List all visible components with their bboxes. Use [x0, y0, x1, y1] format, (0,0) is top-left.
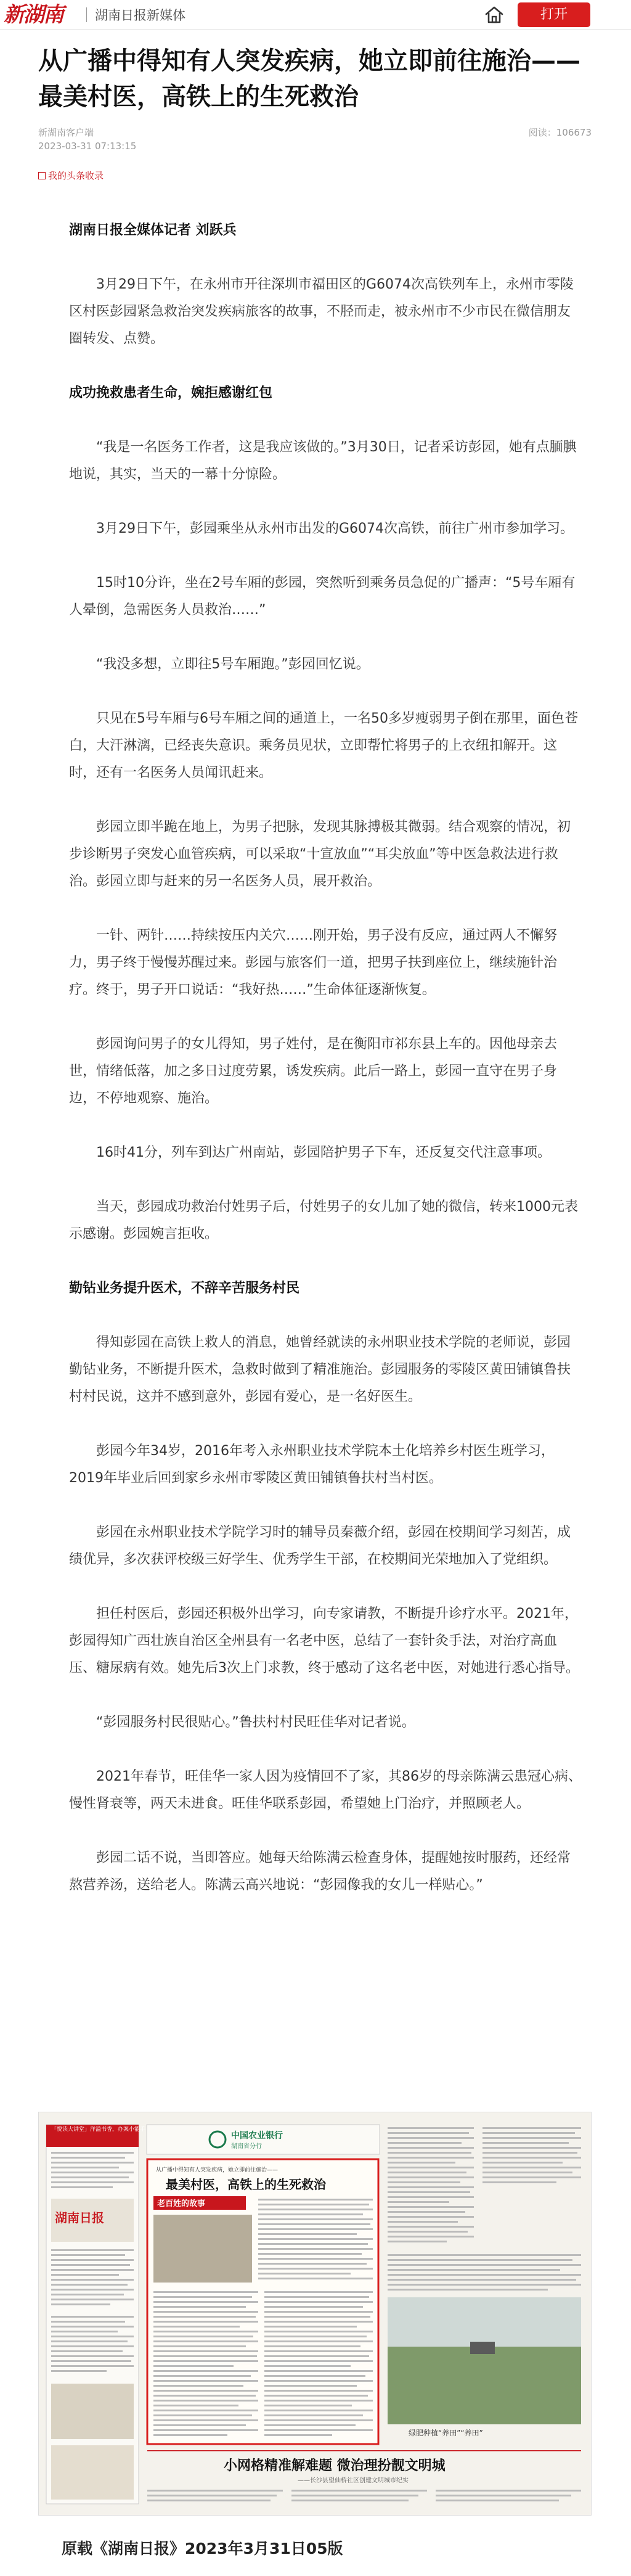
article-paragraph: “我没多想，立即往5号车厢跑。”彭园回忆说。: [96, 657, 370, 672]
read-count: 阅读：106673: [528, 127, 592, 138]
section-badge: 老百姓的故事: [157, 2199, 206, 2209]
article-paragraph: 一针、两针……持续按压内关穴……刚开始，男子没有反应，通过两人不懈努力，男子终于慢慢苏醒过来。彭园与旅客们一道，把男子扶到座位上，继续施针治疗。终于，男子开口说话：“我好热……”生命体征逐渐恢复。: [69, 928, 558, 998]
top-bar: [0, 0, 631, 30]
home-button[interactable]: [483, 4, 505, 25]
newspaper-page: [38, 2112, 592, 2516]
bank-sub: 湖南省分行: [231, 2143, 262, 2150]
newspaper-svg: [39, 2112, 592, 2516]
section-heading: 成功挽救患者生命，婉拒感谢红包: [69, 385, 273, 401]
article-paragraph: 彭园二话不说，当即答应。她每天给陈满云检查身体，提醒她按时服药，还经常熬营养汤，送给老人。陈满云高兴地说：“彭园像我的女儿一样贴心。”: [69, 1850, 571, 1893]
collect-label: 我的头条收录: [48, 170, 104, 181]
home-icon: [483, 4, 505, 25]
topbar-divider: [86, 7, 87, 22]
bottom-sub: ——长沙县望仙桥社区创建文明城市纪实: [298, 2477, 409, 2484]
masthead-text: 湖南日报: [55, 2210, 104, 2225]
article-time: 2023-03-31 07:13:15: [38, 141, 137, 152]
paper-kicker: 从广播中得知有人突发疾病，她立即前往施治——: [156, 2167, 279, 2173]
article-paragraph: 3月29日下午，在永州市开往深圳市福田区的G6074次高铁列车上，永州市零陵区村医彭园紧急救治突发疾病旅客的故事，不胫而走，被永州市不少市民在微信朋友圈转发、点赞。: [69, 277, 574, 347]
open-app-button[interactable]: 打开: [518, 2, 590, 27]
article-paragraph: 彭园询问男子的女儿得知，男子姓付，是在衡阳市祁东县上车的。因他母亲去世，情绪低落，加之多日过度劳累，诱发疾病。此后一路上，彭园一直守在男子身边，不停地观察、施治。: [69, 1036, 558, 1106]
article-paragraph: 当天，彭园成功救治付姓男子后，付姓男子的女儿加了她的微信，转来1000元表示感谢。彭园婉言拒收。: [69, 1199, 578, 1242]
article-paragraph: 15时10分许，坐在2号车厢的彭园，突然听到乘务员急促的广播声：“5号车厢有人晕倒，急需医务人员救治……”: [69, 575, 576, 618]
article-source: 新湖南客户端: [38, 127, 94, 138]
article-paragraph: 彭园在永州职业技术学院学习时的辅导员秦薇介绍，彭园在校期间学习刻苦，成绩优异，多次获评校级三好学生、优秀学生干部，在校期间光荣地加入了党组织。: [69, 1525, 571, 1567]
svg-text:「悦读大讲堂」洋溢书香，办案小能手: [51, 2125, 145, 2133]
article-title: 从广播中得知有人突发疾病，她立即前往施治——最美村医，高铁上的生死救治: [38, 47, 580, 111]
brand-name: 湖南日报新媒体: [95, 8, 185, 23]
article-paragraph: “彭园服务村民很贴心。”鲁扶村村民旺佳华对记者说。: [96, 1715, 415, 1730]
article-paragraph: 2021年春节，旺佳华一家人因为疫情回不了家，其86岁的母亲陈满云患冠心病、慢性肾衰等，两天未进食。旺佳华联系彭园，希望她上门治疗，并照顾老人。: [69, 1769, 582, 1811]
article-paragraph: 担任村医后，彭园还积极外出学习，向专家请教，不断提升诊疗水平。2021年，彭园得知广西壮族自治区全州县有一名老中医，总结了一套针灸手法，对治疗高血压、糖尿病有效。她先后3次上门求教，终于感动了这名老中医，对她进行悉心指导。: [69, 1606, 579, 1676]
article-byline: 湖南日报全媒体记者 刘跃兵: [69, 223, 237, 238]
app-logo[interactable]: 新湖南: [4, 2, 63, 27]
article-paragraph: 彭园今年34岁，2016年考入永州职业技术学院本土化培养乡村医生班学习，2019年毕业后回到家乡永州市零陵区黄田铺镇鲁扶村当村医。: [69, 1443, 555, 1486]
article-paragraph: 3月29日下午，彭园乘坐从永州市出发的G6074次高铁，前往广州市参加学习。: [96, 521, 574, 536]
collect-link[interactable]: [38, 169, 104, 182]
article-paragraph: 16时41分，列车到达广州南站，彭园陪护男子下车，还反复交代注意事项。: [96, 1145, 551, 1160]
article-paragraph: “我是一名医务工作者，这是我应该做的。”3月30日，记者采访彭园，她有点腼腆地说，其实，当天的一幕十分惊险。: [69, 440, 577, 482]
paper-headline: 最美村医，高铁上的生死救治: [166, 2177, 326, 2192]
article-photo: [153, 2215, 252, 2283]
photo-caption: 绿肥种植“养田”“养田”: [409, 2429, 483, 2437]
article-paragraph: 只见在5号车厢与6号车厢之间的通道上，一名50多岁瘦弱男子倒在那里，面色苍白，大汗淋漓，已经丧失意识。乘务员见状，立即帮忙将男子的上衣纽扣解开。这时，还有一名医务人员闻讯赶来。: [69, 711, 578, 781]
left-promo-text: 「悦读大讲堂」洋溢书香，办案小能手: [51, 2127, 146, 2133]
collect-icon: [38, 172, 46, 179]
section-heading: 勤钻业务提升医术，不辞辛苦服务村民: [69, 1281, 300, 1296]
article-paragraph: 得知彭园在高铁上救人的消息，她曾经就读的永州职业技术学院的老师说，彭园勤钻业务，不断提升医术，急救时做到了精准施治。彭园服务的零陵区黄田铺镇鲁扶村村民说，这并不感到意外，彭园有爱心，是一名好医生。: [69, 1335, 571, 1405]
bank-name: 中国农业银行: [231, 2131, 283, 2141]
bottom-headline: 小网格精准解难题 微治理扮靓文明城: [224, 2458, 446, 2474]
article-body: [69, 217, 583, 1926]
print-source-caption: 原载《湖南日报》2023年3月31日05版: [62, 2540, 343, 2558]
article-paragraph: 彭园立即半跪在地上，为男子把脉，发现其脉搏极其微弱。结合观察的情况，初步诊断男子突发心血管疾病，可以采取“十宣放血”“耳尖放血”等中医急救法进行救治。彭园立即与赶来的另一名医务人员，展开救治。: [69, 819, 571, 889]
